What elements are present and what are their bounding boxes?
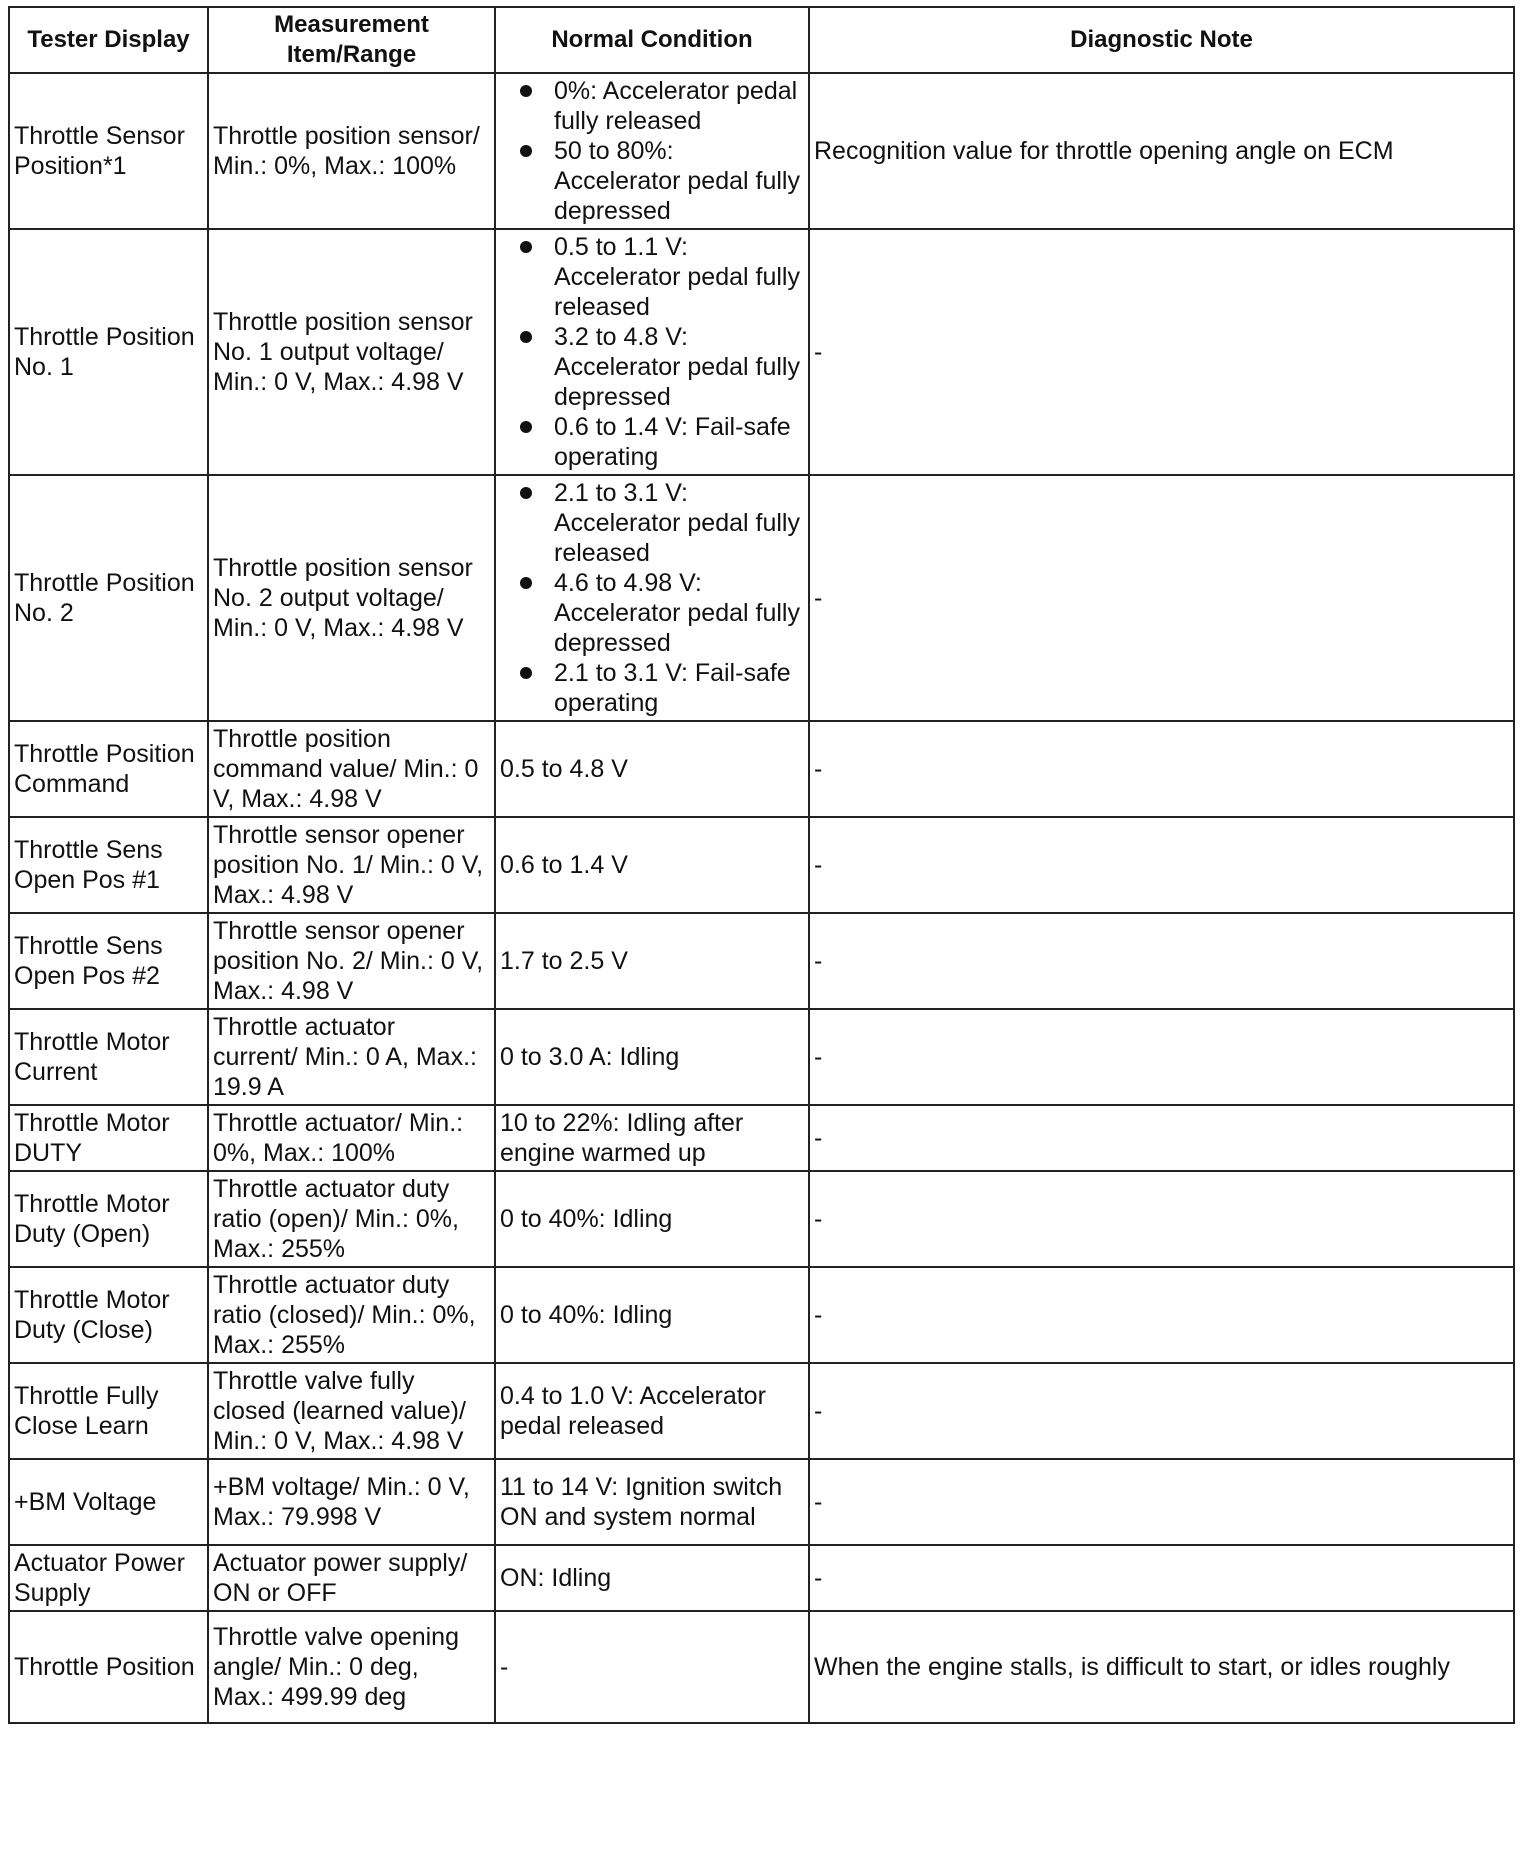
cell-normal-condition: 0 to 40%: Idling: [495, 1267, 809, 1363]
cell-diagnostic-note: -: [809, 817, 1514, 913]
bullet-icon: [520, 577, 532, 589]
condition-list: [500, 76, 800, 226]
cell-measurement: Throttle actuator duty ratio (closed)/ Min.: 0%, Max.: 255%: [208, 1267, 495, 1363]
cell-tester-display: Throttle Motor Duty (Open): [9, 1171, 208, 1267]
cell-diagnostic-note: -: [809, 1267, 1514, 1363]
table-row: [9, 73, 1514, 229]
condition-list: [500, 478, 800, 718]
cell-tester-display: Throttle Motor DUTY: [9, 1105, 208, 1171]
cell-normal-condition: 0.5 to 4.8 V: [495, 721, 809, 817]
cell-normal-condition: 1.7 to 2.5 V: [495, 913, 809, 1009]
table-row: [9, 1105, 1514, 1171]
cell-tester-display: Throttle Motor Duty (Close): [9, 1267, 208, 1363]
bullet-icon: [520, 85, 532, 97]
cell-normal-condition: 11 to 14 V: Ignition switch ON and system normal: [495, 1459, 809, 1545]
bullet-icon: [520, 667, 532, 679]
cell-tester-display: Throttle Sens Open Pos #2: [9, 913, 208, 1009]
cell-diagnostic-note: -: [809, 913, 1514, 1009]
table-row: [9, 1611, 1514, 1723]
data-list-table: [8, 6, 1515, 1724]
cell-normal-condition: 0 to 40%: Idling: [495, 1171, 809, 1267]
cell-measurement: +BM voltage/ Min.: 0 V, Max.: 79.998 V: [208, 1459, 495, 1545]
bullet-icon: [520, 145, 532, 157]
bullet-icon: [520, 421, 532, 433]
cell-diagnostic-note: When the engine stalls, is difficult to start, or idles roughly: [809, 1611, 1514, 1723]
cell-measurement: Throttle actuator/ Min.: 0%, Max.: 100%: [208, 1105, 495, 1171]
cell-measurement: Actuator power supply/ ON or OFF: [208, 1545, 495, 1611]
cell-diagnostic-note: Recognition value for throttle opening angle on ECM: [809, 73, 1514, 229]
cell-normal-condition: 10 to 22%: Idling after engine warmed up: [495, 1105, 809, 1171]
table-header-row: [9, 7, 1514, 73]
header-normal-condition: Normal Condition: [495, 7, 809, 73]
cell-normal-condition: [495, 73, 809, 229]
condition-item: 2.1 to 3.1 V: Fail-safe operating: [500, 658, 800, 718]
cell-measurement: Throttle actuator current/ Min.: 0 A, Max.: 19.9 A: [208, 1009, 495, 1105]
cell-diagnostic-note: -: [809, 1171, 1514, 1267]
cell-normal-condition: 0 to 3.0 A: Idling: [495, 1009, 809, 1105]
table-row: [9, 1267, 1514, 1363]
cell-tester-display: Throttle Position: [9, 1611, 208, 1723]
condition-item: 0.5 to 1.1 V: Accelerator pedal fully released: [500, 232, 800, 322]
cell-tester-display: Throttle Position Command: [9, 721, 208, 817]
cell-tester-display: Throttle Sens Open Pos #1: [9, 817, 208, 913]
bullet-icon: [520, 331, 532, 343]
cell-measurement: Throttle actuator duty ratio (open)/ Min.: 0%, Max.: 255%: [208, 1171, 495, 1267]
cell-diagnostic-note: -: [809, 1363, 1514, 1459]
cell-measurement: Throttle valve opening angle/ Min.: 0 deg, Max.: 499.99 deg: [208, 1611, 495, 1723]
condition-list: [500, 232, 800, 472]
cell-diagnostic-note: -: [809, 229, 1514, 475]
cell-measurement: Throttle position sensor/ Min.: 0%, Max.: 100%: [208, 73, 495, 229]
cell-measurement: Throttle valve fully closed (learned value)/ Min.: 0 V, Max.: 4.98 V: [208, 1363, 495, 1459]
cell-measurement: Throttle sensor opener position No. 2/ Min.: 0 V, Max.: 4.98 V: [208, 913, 495, 1009]
table-row: [9, 1171, 1514, 1267]
cell-normal-condition: [495, 229, 809, 475]
cell-tester-display: +BM Voltage: [9, 1459, 208, 1545]
cell-tester-display: Throttle Sensor Position*1: [9, 73, 208, 229]
condition-item: 50 to 80%: Accelerator pedal fully depressed: [500, 136, 800, 226]
condition-item: 0%: Accelerator pedal fully released: [500, 76, 800, 136]
cell-diagnostic-note: -: [809, 721, 1514, 817]
cell-tester-display: Throttle Position No. 2: [9, 475, 208, 721]
cell-diagnostic-note: -: [809, 1105, 1514, 1171]
cell-normal-condition: -: [495, 1611, 809, 1723]
header-measurement: Measurement Item/Range: [208, 7, 495, 73]
bullet-icon: [520, 241, 532, 253]
condition-item: 2.1 to 3.1 V: Accelerator pedal fully released: [500, 478, 800, 568]
table-row: [9, 1363, 1514, 1459]
condition-item: 3.2 to 4.8 V: Accelerator pedal fully depressed: [500, 322, 800, 412]
cell-diagnostic-note: -: [809, 1009, 1514, 1105]
cell-diagnostic-note: -: [809, 475, 1514, 721]
bullet-icon: [520, 487, 532, 499]
table-row: [9, 1545, 1514, 1611]
condition-item: 0.6 to 1.4 V: Fail-safe operating: [500, 412, 800, 472]
cell-normal-condition: [495, 475, 809, 721]
cell-tester-display: Throttle Fully Close Learn: [9, 1363, 208, 1459]
cell-tester-display: Throttle Motor Current: [9, 1009, 208, 1105]
header-tester-display: Tester Display: [9, 7, 208, 73]
cell-measurement: Throttle position sensor No. 2 output voltage/ Min.: 0 V, Max.: 4.98 V: [208, 475, 495, 721]
table-row: [9, 721, 1514, 817]
table-row: [9, 817, 1514, 913]
table-row: [9, 475, 1514, 721]
table-row: [9, 913, 1514, 1009]
cell-tester-display: Actuator Power Supply: [9, 1545, 208, 1611]
condition-item: 4.6 to 4.98 V: Accelerator pedal fully depressed: [500, 568, 800, 658]
cell-tester-display: Throttle Position No. 1: [9, 229, 208, 475]
cell-normal-condition: ON: Idling: [495, 1545, 809, 1611]
cell-diagnostic-note: -: [809, 1459, 1514, 1545]
cell-normal-condition: 0.6 to 1.4 V: [495, 817, 809, 913]
cell-measurement: Throttle position sensor No. 1 output voltage/ Min.: 0 V, Max.: 4.98 V: [208, 229, 495, 475]
cell-measurement: Throttle sensor opener position No. 1/ Min.: 0 V, Max.: 4.98 V: [208, 817, 495, 913]
cell-diagnostic-note: -: [809, 1545, 1514, 1611]
cell-normal-condition: 0.4 to 1.0 V: Accelerator pedal released: [495, 1363, 809, 1459]
header-diagnostic-note: Diagnostic Note: [809, 7, 1514, 73]
cell-measurement: Throttle position command value/ Min.: 0 V, Max.: 4.98 V: [208, 721, 495, 817]
table-row: [9, 1459, 1514, 1545]
table-row: [9, 1009, 1514, 1105]
table-row: [9, 229, 1514, 475]
